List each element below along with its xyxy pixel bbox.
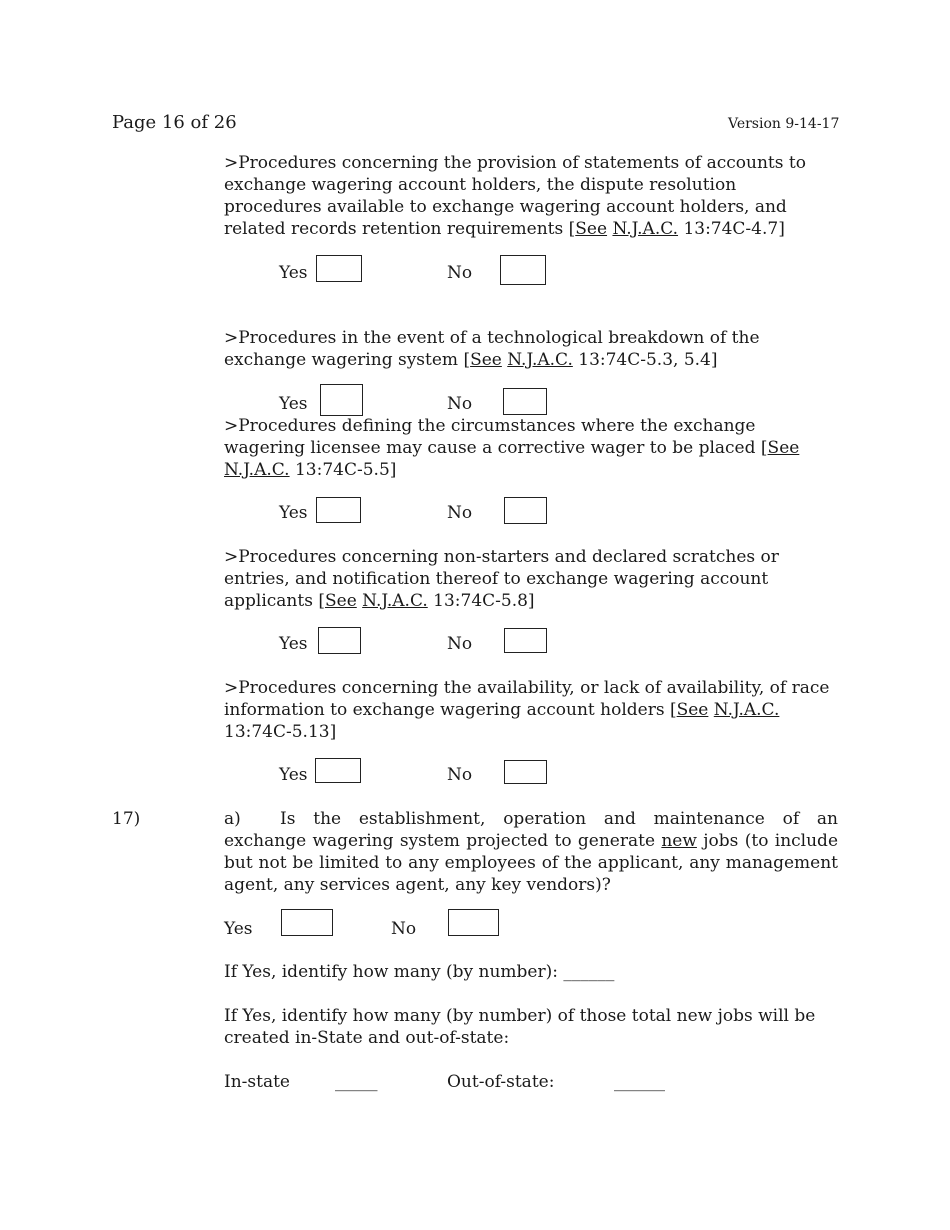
out-state-label: Out-of-state:	[447, 1072, 555, 1092]
question-text-cont: jobs (to include but not be limited to any employees of the applicant, any management agent, any services agent, any key vendors)?	[224, 831, 839, 895]
njac-ref: N.J.A.C.	[362, 591, 428, 611]
no-checkbox[interactable]	[504, 628, 547, 653]
yes-label: Yes	[279, 634, 308, 654]
yes-label: Yes	[279, 263, 308, 283]
no-checkbox[interactable]	[504, 497, 547, 524]
njac-ref: N.J.A.C.	[713, 700, 780, 720]
see-ref: See	[676, 700, 709, 720]
njac-ref: N.J.A.C.	[224, 460, 290, 480]
procedure-text: >Procedures concerning the provision of statements of accounts to exchange wagering account holders, the dispute resolution procedures available to exchange wagering account holders, and related records retention requirements [	[224, 153, 806, 239]
yes-checkbox[interactable]	[320, 384, 363, 416]
no-label: No	[447, 503, 473, 523]
procedure-text: >Procedures in the event of a technological breakdown of the exchange wagering system [	[224, 328, 760, 370]
no-checkbox[interactable]	[448, 909, 499, 936]
question-text: Is the establishment, operation and maintenance of an exchange wagering system projected to generate	[224, 809, 838, 851]
jobs-split-prompt: If Yes, identify how many (by number) of those total new jobs will be created in-State and out-of-state:	[224, 1006, 816, 1048]
question-17a	[224, 808, 838, 896]
see-ref: See	[767, 438, 800, 458]
in-state-blank[interactable]: _____	[335, 1072, 378, 1092]
yes-checkbox[interactable]	[281, 909, 333, 936]
question-number: 17)	[112, 809, 141, 829]
new-emphasis: new	[661, 831, 697, 851]
yes-checkbox[interactable]	[316, 255, 362, 282]
no-checkbox[interactable]	[500, 255, 546, 285]
no-checkbox[interactable]	[504, 760, 547, 784]
no-label: No	[391, 919, 417, 939]
njac-ref: N.J.A.C.	[612, 219, 679, 239]
procedure-text: >Procedures defining the circumstances where the exchange wagering licensee may cause a corrective wager to be placed [	[224, 416, 768, 458]
procedure-item-non-starters	[224, 546, 838, 612]
njac-ref: N.J.A.C.	[507, 350, 573, 370]
no-label: No	[447, 263, 473, 283]
yes-checkbox[interactable]	[315, 758, 361, 783]
yes-label: Yes	[279, 394, 308, 414]
procedure-item-breakdown	[224, 327, 838, 371]
page-number: Page 16 of 26	[112, 112, 237, 133]
no-checkbox[interactable]	[503, 388, 547, 415]
yes-label: Yes	[279, 765, 308, 785]
procedure-text: >Procedures concerning the availability, or lack of availability, of race information to exchange wagering account holders [	[224, 678, 830, 720]
citation: 13:74C-5.5]	[294, 460, 397, 480]
procedure-item-corrective-wager	[224, 415, 838, 481]
no-label: No	[447, 634, 473, 654]
citation: 13:74C-4.7]	[683, 219, 785, 239]
no-label: No	[447, 765, 473, 785]
citation: 13:74C-5.8]	[433, 591, 535, 611]
see-ref: See	[575, 219, 608, 239]
yes-checkbox[interactable]	[316, 497, 361, 523]
procedure-item-race-information	[224, 677, 838, 743]
yes-checkbox[interactable]	[318, 627, 361, 654]
no-label: No	[447, 394, 473, 414]
question-letter: a)	[224, 809, 241, 829]
citation: 13:74C-5.13]	[224, 722, 337, 742]
yes-label: Yes	[279, 503, 308, 523]
version-label: Version 9-14-17	[728, 116, 840, 132]
yes-label: Yes	[224, 919, 253, 939]
jobs-count-prompt: If Yes, identify how many (by number): ______	[224, 962, 615, 982]
out-state-blank[interactable]: ______	[614, 1072, 665, 1092]
citation: 13:74C-5.3, 5.4]	[578, 350, 718, 370]
see-ref: See	[470, 350, 502, 370]
procedure-item-statements	[224, 152, 838, 240]
see-ref: See	[324, 591, 357, 611]
procedure-text: >Procedures concerning non-starters and declared scratches or entries, and notification thereof to exchange wagering account applicants [	[224, 547, 779, 611]
in-state-label: In-state	[224, 1072, 290, 1092]
